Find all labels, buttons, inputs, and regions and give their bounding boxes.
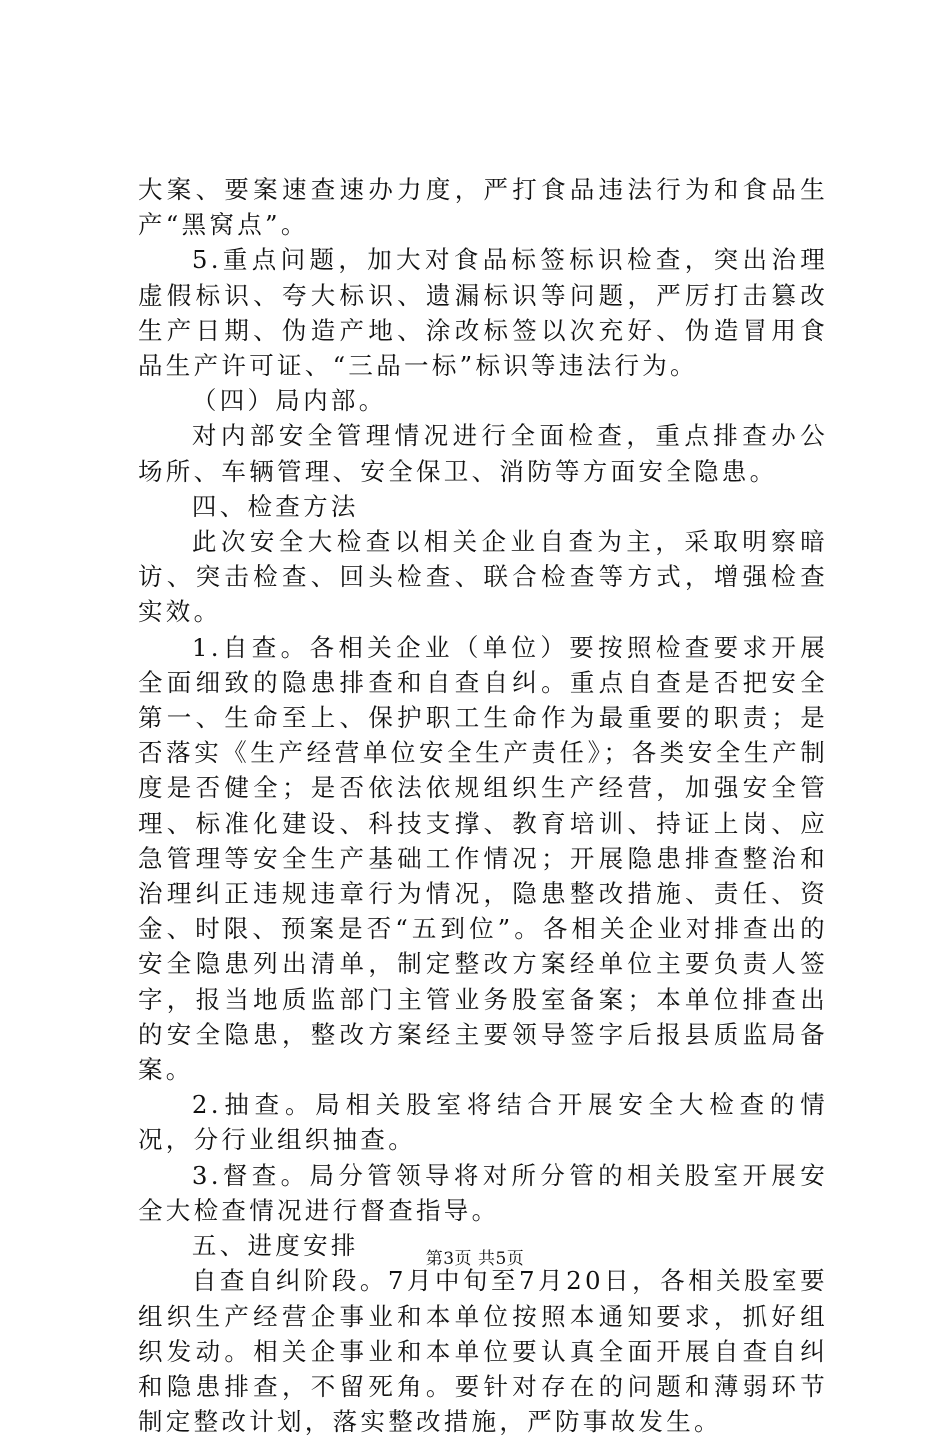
paragraph: 大案、要案速查速办力度，严打食品违法行为和食品生产“黑窝点”。: [138, 175, 828, 240]
section-heading: （四）局内部。: [191, 386, 387, 416]
paragraph: 5.重点问题，加大对食品标签标识检查，突出治理虚假标识、夸大标识、遗漏标识等问题，严厉打击篡改生产日期、伪造产地、涂改标签以次充好、伪造冒用食品生产许可证、“三品一标”标识等违法行为。: [138, 245, 828, 381]
paragraph: 2.抽查。局相关股室将结合开展安全大检查的情况，分行业组织抽查。: [138, 1090, 828, 1155]
paragraph: 1.自查。各相关企业（单位）要按照检查要求开展全面细致的隐患排查和自查自纠。重点自查是否把安全第一、生命至上、保护职工生命作为最重要的职责；是否落实《生产经营单位安全生产责任》；各类安全生产制度是否健全；是否依法依规组织生产经营，加强安全管理、标准化建设、科技支撑、教育培训、持证上岗、应急管理等安全生产基础工作情况；开展隐患排查整治和治理纠正违规违章行为情况，隐患整改措施、责任、资金、时限、预案是否“五到位”。各相关企业对排查出的安全隐患列出清单，制定整改方案经单位主要负责人签字，报当地质监部门主管业务股室备案；本单位排查出的安全隐患，整改方案经主要领导签字后报县质监局备案。: [138, 632, 828, 1085]
section-heading: 四、检查方法: [191, 491, 359, 521]
paragraph: 此次安全大检查以相关企业自查为主，采取明察暗访、突击检查、回头检查、联合检查等方式，增强检查实效。: [138, 527, 828, 627]
paragraph: 自查自纠阶段。7月中旬至7月20日，各相关股室要组织生产经营企事业和本单位按照本通知要求，抓好组织发动。相关企事业和本单位要认真全面开展自查自纠和隐患排查，不留死角。要针对存在的问题和薄弱环节制定整改计划，落实整改措施，严防事故发生。: [138, 1266, 828, 1437]
page-footer: 第3页 共5页: [425, 1249, 525, 1269]
paragraph: 3.督查。局分管领导将对所分管的相关股室开展安全大检查情况进行督查指导。: [138, 1160, 828, 1225]
paragraph: 对内部安全管理情况进行全面检查，重点排查办公场所、车辆管理、安全保卫、消防等方面安全隐患。: [138, 421, 828, 486]
section-heading: 五、进度安排: [191, 1231, 359, 1261]
